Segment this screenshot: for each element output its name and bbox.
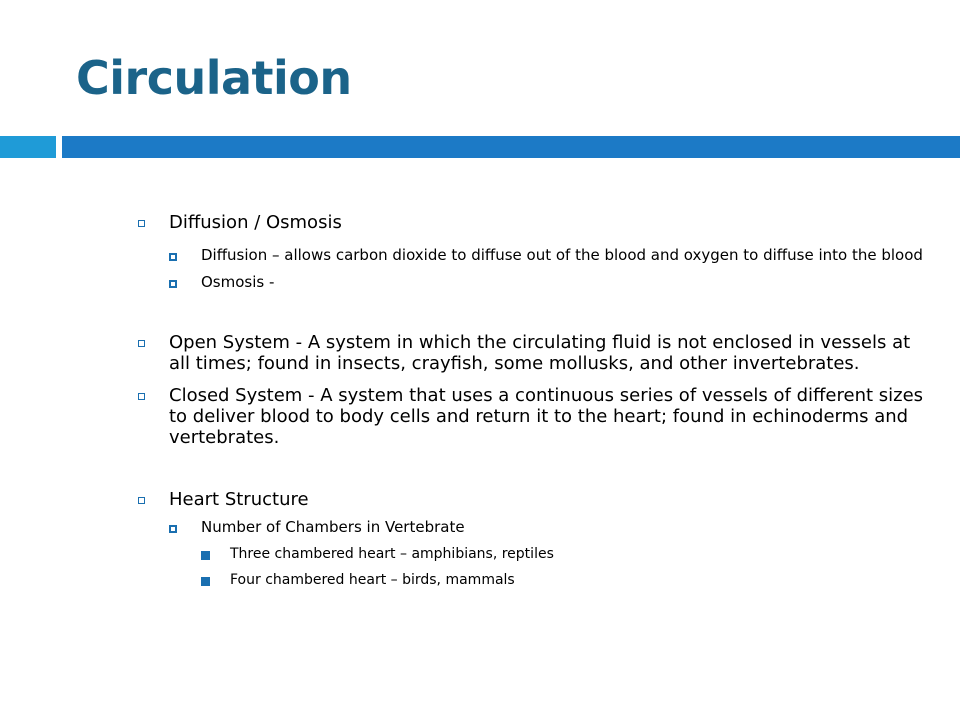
sub-sub-bullet-three-chambered [134, 546, 934, 562]
sub-bullet-diffusion [134, 247, 934, 264]
bullet-text: Diffusion / Osmosis [169, 212, 342, 233]
bullet-diffusion-osmosis [134, 212, 934, 233]
bullet-heart-structure [134, 489, 934, 510]
sub-sub-bullet-four-chambered [134, 572, 934, 588]
bullet-text: Number of Chambers in Vertebrate [201, 518, 465, 536]
bullet-closed-system [134, 385, 934, 448]
slide-content [134, 212, 934, 588]
filled-square-bullet-icon [201, 577, 210, 586]
accent-bar-right [62, 136, 960, 158]
hollow-square-bullet-icon [138, 497, 145, 504]
framed-square-bullet-icon [169, 525, 177, 533]
hollow-square-bullet-icon [138, 220, 145, 227]
bullet-text: Four chambered heart – birds, mammals [230, 572, 515, 588]
sub-bullet-osmosis [134, 274, 934, 291]
bullet-text: Heart Structure [169, 489, 309, 510]
bullet-text: Osmosis - [201, 273, 275, 291]
slide-title: Circulation [76, 51, 352, 105]
bullet-text: Closed System - A system that uses a continuous series of vessels of different sizes to deliver blood to body cells and return it to the heart; found in echinoderms and vertebrates. [169, 385, 924, 448]
sub-bullet-chambers [134, 519, 934, 536]
hollow-square-bullet-icon [138, 340, 145, 347]
bullet-open-system [134, 332, 934, 374]
filled-square-bullet-icon [201, 551, 210, 560]
hollow-square-bullet-icon [138, 393, 145, 400]
framed-square-bullet-icon [169, 253, 177, 261]
bullet-text: Three chambered heart – amphibians, reptiles [230, 546, 554, 562]
framed-square-bullet-icon [169, 280, 177, 288]
bullet-text: Diffusion – allows carbon dioxide to diffuse out of the blood and oxygen to diffuse into the blood [201, 246, 923, 264]
accent-bar-left [0, 136, 56, 158]
bullet-text: Open System - A system in which the circulating fluid is not enclosed in vessels at all times; found in insects, crayfish, some mollusks, and other invertebrates. [169, 332, 911, 374]
